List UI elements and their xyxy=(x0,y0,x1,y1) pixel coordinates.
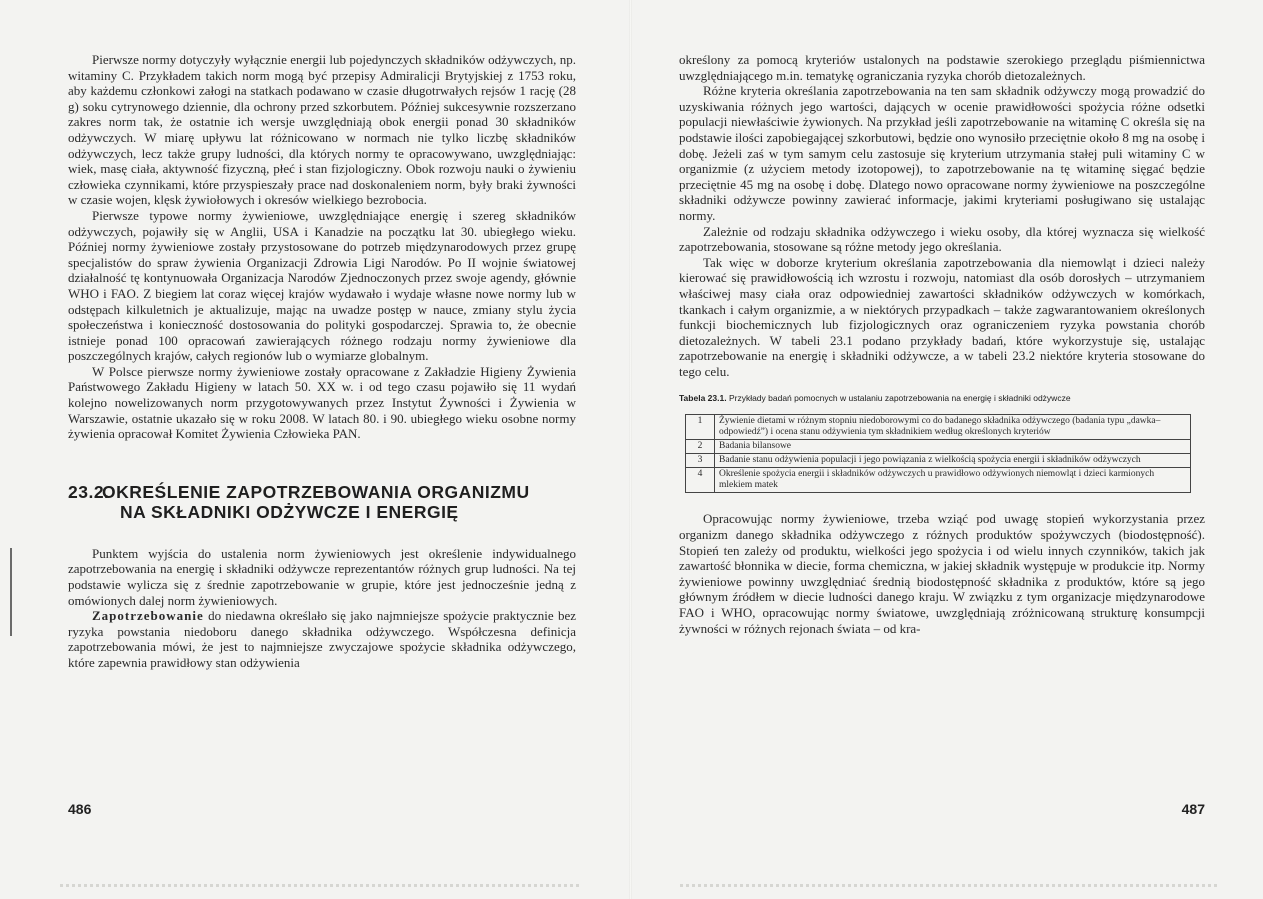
right-paragraph-1: określony za pomocą kryteriów ustalonych na podstawie szerokiego przeglądu piśmiennictwa uwzględniającego m.in. tematykę ograniczania ryzyka chorób dietozależnych. xyxy=(679,52,1205,83)
table-row-number: 3 xyxy=(686,454,715,468)
table-row-text: Określenie spożycia energii i składników odżywczych u prawidłowo odżywionych niemowląt i dzieci karmionych mlekiem matek xyxy=(715,468,1191,493)
right-paragraph-2: Różne kryteria określania zapotrzebowania na ten sam składnik odżywczy mogą prowadzić do uzyskiwania różnych jego wartości, dających w ocenie prawidłowości spożycia różne odsetki populacji niewłaściwie żywionych. Na przykład jeśli zapotrzebowanie na witaminę C określa się na podstawie ilości zapobiegającej szkorbutowi, będzie ono wynosiło przeciętnie około 8 mg na osobę i dobę. Jeżeli zaś w tym samym celu zastosuje się kryterium utrzymania stałej puli witaminy C w organizmie (z użyciem metody izotopowej), to zapotrzebowanie na tę witaminę sięgać będzie przeciętnie 45 mg na osobę i dobę. Dlatego nowo opracowane normy żywieniowe na poszczególne składniki odżywcze powinny zawierać informacje, jakimi kryteriami posługiwano się ustalając normy. xyxy=(679,83,1205,223)
table-row xyxy=(686,440,1191,454)
left-paragraph-4: Punktem wyjścia do ustalenia norm żywieniowych jest określenie indywidualnego zapotrzebowania na energię i składniki odżywcze reprezentantów różnych grup ludności. Na tej podstawie wylicza się z średnie zapotrzebowanie w grupie, które jest jednocześnie jedną z omówionych dalej norm żywieniowych. xyxy=(68,545,576,608)
page-number-left: 486 xyxy=(68,801,92,817)
table-row-number: 2 xyxy=(686,440,715,454)
table-row-number: 4 xyxy=(686,468,715,493)
table-caption xyxy=(679,393,1205,403)
table-row xyxy=(686,454,1191,468)
page-number-right: 487 xyxy=(1181,801,1205,817)
left-page xyxy=(0,0,631,899)
left-paragraph-2: Pierwsze typowe normy żywieniowe, uwzględniające energię i szereg składników odżywczych, pojawiły się w Anglii, USA i Kanadzie na początku lat 30. ubiegłego wieku. Później normy żywieniowe zostały przystosowane do potrzeb międzynarodowych przez grupę specjalistów do spraw żywienia Organizacji Zdrowia Ligi Narodów. Po II wojnie światowej działalność tę kontynuowała Organizacja Narodów Zjednoczonych przez swoje agendy, głównie WHO i FAO. Z biegiem lat coraz więcej krajów wydawało i wydaje własne nowe normy lub w odstępach kilkuletnich je aktualizuje, mając na uwadze postęp w nauce, zmiany stylu życia społeczeństwa i konieczność dostosowania do polityki gospodarczej. Sprawia to, że obecnie istnieje ponad 100 opracowań zawierających różnego rodzaju normy żywieniowe dla poszczególnych krajów, całych regionów lub o wymiarze globalnym. xyxy=(68,207,576,364)
right-page xyxy=(631,0,1263,899)
table-row xyxy=(686,468,1191,493)
section-title-line1: OKREŚLENIE ZAPOTRZEBOWANIA ORGANIZMU xyxy=(102,481,530,502)
section-number: 23.2. xyxy=(68,481,110,502)
table-row-text: Badania bilansowe xyxy=(715,440,1191,454)
table-row-text: Badanie stanu odżywienia populacji i jego powiązania z wielkością spożycia energii i składników odżywczych xyxy=(715,454,1191,468)
table-caption-text: Przykłady badań pomocnych w ustalaniu zapotrzebowania na energię i składniki odżywcze xyxy=(726,393,1071,404)
table-23-1 xyxy=(685,414,1191,493)
section-title-line2: NA SKŁADNIKI ODŻYWCZE I ENERGIĘ xyxy=(120,501,459,522)
left-paragraph-3: W Polsce pierwsze normy żywieniowe zostały opracowane z Zakładzie Higieny Żywienia Państwowego Zakładu Higieny w latach 50. XX w. i od tego czasu pojawiło się 11 wydań kolejno nowelizowanych norm przygotowywanych przez Instytut Żywności i Żywienia w Warszawie, ostatnie ukazało się w roku 2008. W latach 80. i 90. ubiegłego wieku osobne normy żywienia opracował Komitet Żywienia Człowieka PAN. xyxy=(68,363,576,442)
term-definition: do niedawna określało się jako najmniejsze spożycie praktycznie bez ryzyka powstania niedoboru danego składnika odżywczego. Współczesna definicja zapotrzebowania mówi, że jest to najmniejsze zwyczajowe spożycie składnika odżywczego, które zapewnia prawidłowy stan odżywienia xyxy=(68,608,576,670)
table-row-text: Żywienie dietami w różnym stopniu niedoborowymi co do badanego składnika odżywczego (badania typu „dawka–odpowiedź”) i ocena stanu odżywienia tym składnikiem według określonych kryteriów xyxy=(715,415,1191,440)
defined-term: Zapotrzebowanie xyxy=(92,608,204,624)
left-paragraph-1: Pierwsze normy dotyczyły wyłącznie energii lub pojedynczych składników odżywczych, np. witaminy C. Przykładem takich norm mogą być przepisy Admiralicji Brytyjskiej z 1753 roku, aby każdemu członkowi załogi na statkach podawano w czasie długotrwałych rejsów 1 rację (28 g) soku cytrynowego dziennie, dla ochrony przed szkorbutem. Później sukcesywnie rozszerzano zakres norm tak, że ostatnie ich wersje uwzględniają obok energii ponad 30 składników odżywczych. W miarę upływu lat różnicowano w normach nie tylko liczbę składników odżywczych, lecz także grupy ludności, dla których normy te opracowywano, uwzględniając: wiek, masę ciała, aktywność fizyczną, płeć i stan fizjologiczny. Obok rozwoju nauki o żywieniu człowieka czynnikami, które przyspieszały prace nad doskonaleniem norm, były braki żywności w czasie wojen, klęsk żywiołowych i okresów wielkiego bezrobocia. xyxy=(68,52,576,208)
right-paragraph-5: Opracowując normy żywieniowe, trzeba wziąć pod uwagę stopień wykorzystania przez organizm danego składnika odżywczego z różnych produktów spożywczych (biodostępność). Stopień ten zależy od produktu, wielkości jego spożycia i od wielu innych czynników, takich jak zawartość błonnika w diecie, forma chemiczna, w jakiej składnik występuje w produkcie itp. Normy żywieniowe powinny uwzględniać średnią biodostępność składnika z produktów, które są jego głównym źródłem w diecie ludności danego kraju. W związku z tym organizacje międzynarodowe FAO i WHO, opracowując normy światowe, uwzględniają zróżnicowaną strukturę konsumpcji żywności w różnych rejonach świata – od kra- xyxy=(679,511,1205,636)
table-row xyxy=(686,415,1191,440)
table-row-number: 1 xyxy=(686,415,715,440)
right-paragraph-3: Zależnie od rodzaju składnika odżywczego i wieku osoby, dla której wyznacza się wielkość zapotrzebowania, stosowane są różne metody jego określania. xyxy=(679,223,1205,255)
left-paragraph-5 xyxy=(68,608,576,670)
right-paragraph-4: Tak więc w doborze kryterium określania zapotrzebowania dla niemowląt i dzieci należy kierować się prawidłowością ich wzrostu i rozwoju, natomiast dla osób dorosłych – utrzymaniem właściwej masy ciała oraz odpowiedniej zawartości składników odżywczych w komórkach, tkankach i całym organizmie, a w niektórych przypadkach – także zagwarantowaniem określonych funkcji biochemicznych lub fizjologicznych oraz ograniczeniem ryzyka powstania chorób dietozależnych. W tabeli 23.1 podano przykłady badań, które wykorzystuje się, ustalając zapotrzebowanie na energię i składniki odżywcze, a w tabeli 23.2 niektóre kryteria stosowane do tego celu. xyxy=(679,254,1205,379)
section-heading xyxy=(68,482,576,522)
table-label: Tabela 23.1. xyxy=(679,393,727,404)
